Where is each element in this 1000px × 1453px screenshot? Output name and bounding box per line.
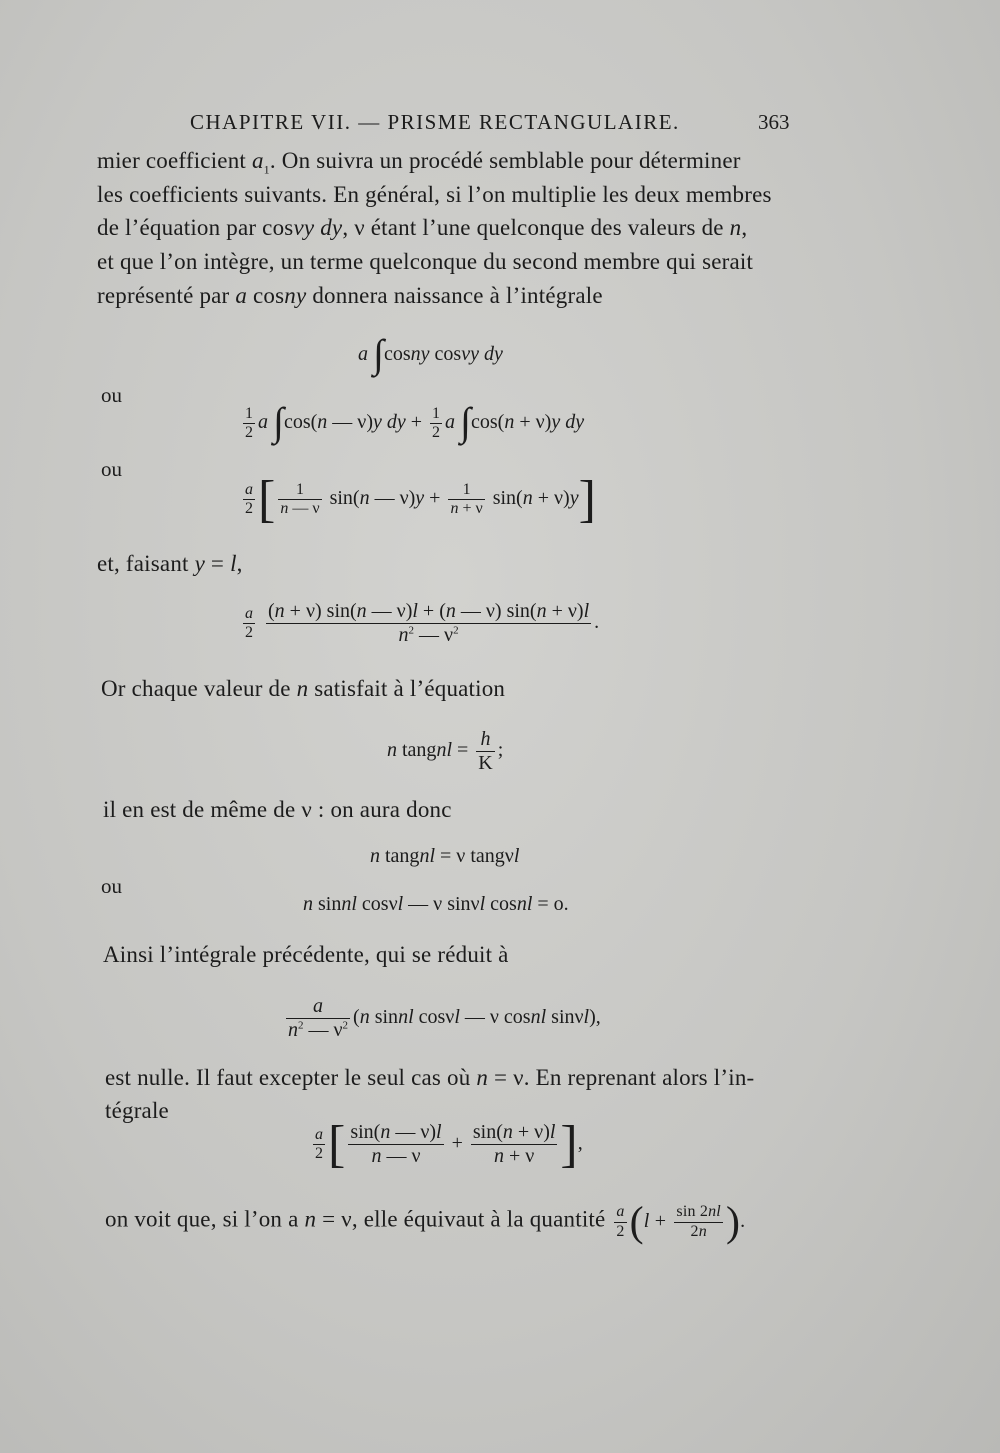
equation-fraction-l: $\frac{a}{2}$ $\frac{(n + \nu) \sin(n — \nu)l + (n — \nu) \sin(n + \nu)l}{n^2 — \nu^2}$ . xyxy=(245,600,600,646)
text-span: donnera naissance à l’intégrale xyxy=(312,283,603,308)
text-span: représenté par xyxy=(97,283,230,308)
equation-tang-nu: n tangnl = ν tangνl xyxy=(370,845,520,867)
equation-integral-2: $\frac{1}{2}$ a ∫cos(n — ν)y dy + $\frac{1}{2}$ a ∫cos(n + ν)y dy xyxy=(245,399,585,444)
text-span: . On suivra un procédé semblable pour déterminer xyxy=(269,148,741,173)
text-line: et, faisant y = l, xyxy=(97,551,243,576)
text-span: , ν étant l’une quelconque des valeurs de xyxy=(342,215,724,240)
page-number: 363 xyxy=(758,110,790,134)
equation-reduced: $\frac{a}{n^2 — \nu^2}$ (n sinnl cosνl — ν cosnl sinνl), xyxy=(288,995,601,1041)
text-line: et que l’on intègre, un terme quelconque du second membre qui serait xyxy=(97,249,754,274)
text-line: Ainsi l’intégrale précédente, qui se réduit à xyxy=(103,942,509,967)
text-span: mier coefficient xyxy=(97,148,247,173)
text-span: et, faisant xyxy=(97,551,189,576)
text-line: on voit que, si l’on a n = ν, elle équivaut à la quantité $\frac{a}{2}$ (l + $\frac{\sin 2nl}{2n}$ ). xyxy=(105,1199,746,1245)
equation-tang: n tangnl = $\frac{h}{K}$ ; xyxy=(387,728,504,774)
equation-sin-cos: n sinnl cosνl — ν sinνl cosnl = o. xyxy=(303,893,569,915)
text-line: il en est de même de ν : on aura donc xyxy=(103,797,452,822)
text-span: de l’équation par cos xyxy=(97,215,294,240)
text-line: tégrale xyxy=(105,1098,169,1123)
text-line: représenté par a cosny donnera naissance à l’intégrale xyxy=(97,283,603,308)
connector-ou: ou xyxy=(101,457,122,481)
text-span: . En reprenant alors l’in- xyxy=(523,1065,755,1090)
equation-integral-1: a ∫cosny cosνy dy xyxy=(358,331,503,376)
connector-ou: ou xyxy=(101,874,122,898)
text-span: , elle équivaut à la quantité xyxy=(351,1206,606,1232)
text-line: Or chaque valeur de n satisfait à l’équation xyxy=(101,676,506,701)
connector-ou: ou xyxy=(101,383,122,407)
text-span: satisfait à l’équation xyxy=(314,676,506,701)
text-line: de l’équation par cosνy dy, ν étant l’une quelconque des valeurs de n, xyxy=(97,215,748,240)
text-span: Or chaque valeur de xyxy=(101,676,291,701)
text-line: est nulle. Il faut excepter le seul cas où n = ν. En reprenant alors l’in- xyxy=(105,1065,755,1090)
running-title: CHAPITRE VII. — PRISME RECTANGULAIRE. xyxy=(190,110,680,134)
equation-bracket-sum: $\frac{a}{2}$ [ $\frac{1}{n — \nu}$ sin(n — ν)y + $\frac{1}{n + \nu}$ sin(n + ν)y] xyxy=(245,471,596,528)
text-line: les coefficients suivants. En général, si l’on multiplie les deux membres xyxy=(97,182,772,207)
equation-bracket-sin: $\frac{a}{2}$ [ $\frac{\sin(n — \nu)l}{n — \nu}$ + $\frac{\sin(n + \nu)l}{n + \nu}$ ], xyxy=(315,1116,583,1173)
text-span: est nulle. Il faut excepter le seul cas où xyxy=(105,1065,471,1090)
text-span: on voit que, si l’on a xyxy=(105,1206,299,1232)
text-line: mier coefficient $a_1$. On suivra un procédé semblable pour déterminer xyxy=(97,148,741,177)
